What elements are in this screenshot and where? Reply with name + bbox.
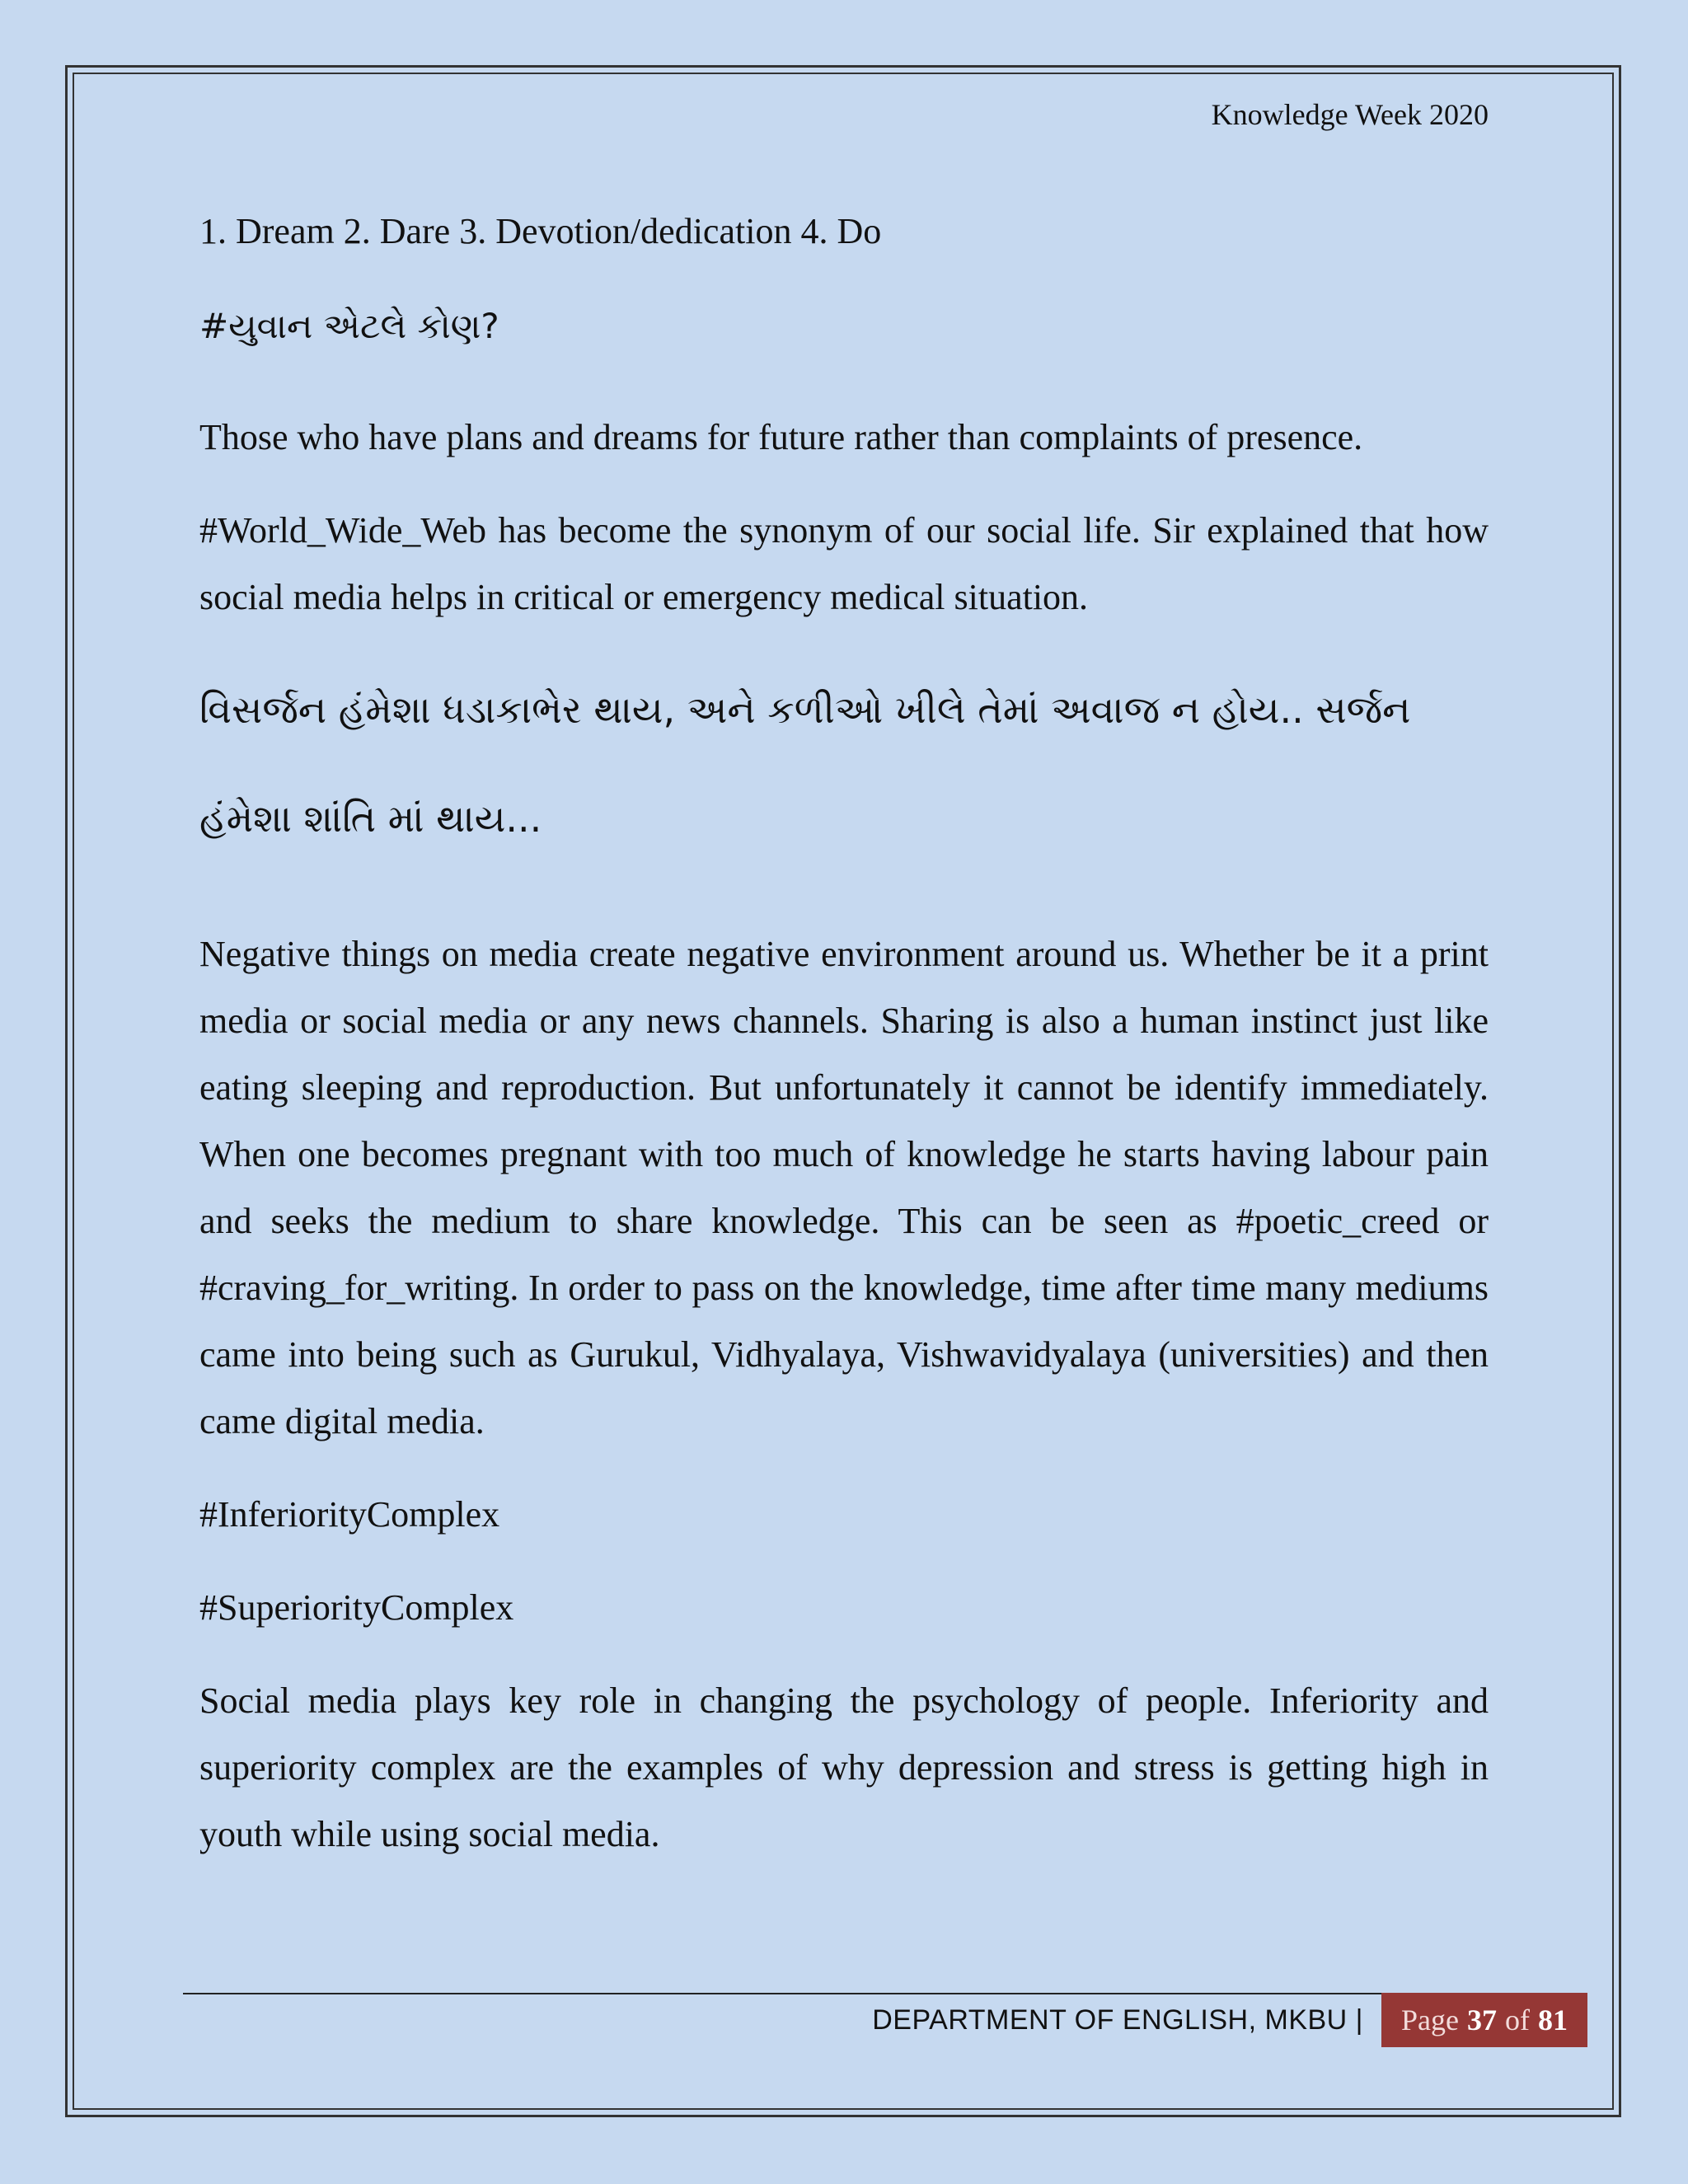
youth-definition-paragraph: Those who have plans and dreams for future rather than complaints of presence. — [199, 417, 1363, 457]
running-header: Knowledge Week 2020 — [1211, 98, 1489, 131]
negative-media-paragraph: Negative things on media create negative environment around us. Whether be it a print media or social media or any news channels. Sharing is also a human instinct just like eating sleeping and reproduction. But unfortunately it cannot be identify immediately. When one becomes pregnant with too much of knowledge he starts having labour pain and seeks the medium to share knowledge. This can be seen as #poetic_creed or #craving_for_writing. In order to pass on the knowledge, time after time many mediums came into being such as Gurukul, Vidhyalaya, Vishwavidyalaya (universities) and then came digital media. — [199, 934, 1489, 1441]
page-footer — [872, 1993, 1587, 2047]
gujarati-heading: #યુવાન એટલે કોણ? — [199, 306, 499, 346]
page-number-badge — [1381, 1993, 1587, 2047]
gujarati-quote: વિસર્જન હંમેશા ધડાકાભેર થાય, અને કળીઓ ખીલે તેમાં અવાજ ન હોય.. સર્જન હંમેશા શાંતિ માં થાય... — [199, 687, 1411, 841]
page-word: Page — [1401, 2004, 1459, 2036]
page-total: 81 — [1538, 2004, 1568, 2036]
page-number: 37 — [1467, 2004, 1497, 2036]
hashtag-superiority: #SuperiorityComplex — [199, 1587, 514, 1628]
steps-line: 1. Dream 2. Dare 3. Devotion/dedication 4. Do — [199, 211, 882, 251]
page-content — [199, 198, 1489, 1868]
social-media-paragraph: Social media plays key role in changing the psychology of people. Inferiority and superiority complex are the examples of why depression and stress is getting high in youth while using social media. — [199, 1680, 1489, 1854]
of-word: of — [1505, 2004, 1530, 2036]
footer-department: DEPARTMENT OF ENGLISH, MKBU | — [872, 2004, 1364, 2036]
hashtag-inferiority: #InferiorityComplex — [199, 1494, 500, 1535]
world-wide-web-paragraph: #World_Wide_Web has become the synonym of our social life. Sir explained that how social media helps in critical or emergency medical situation. — [199, 510, 1489, 617]
